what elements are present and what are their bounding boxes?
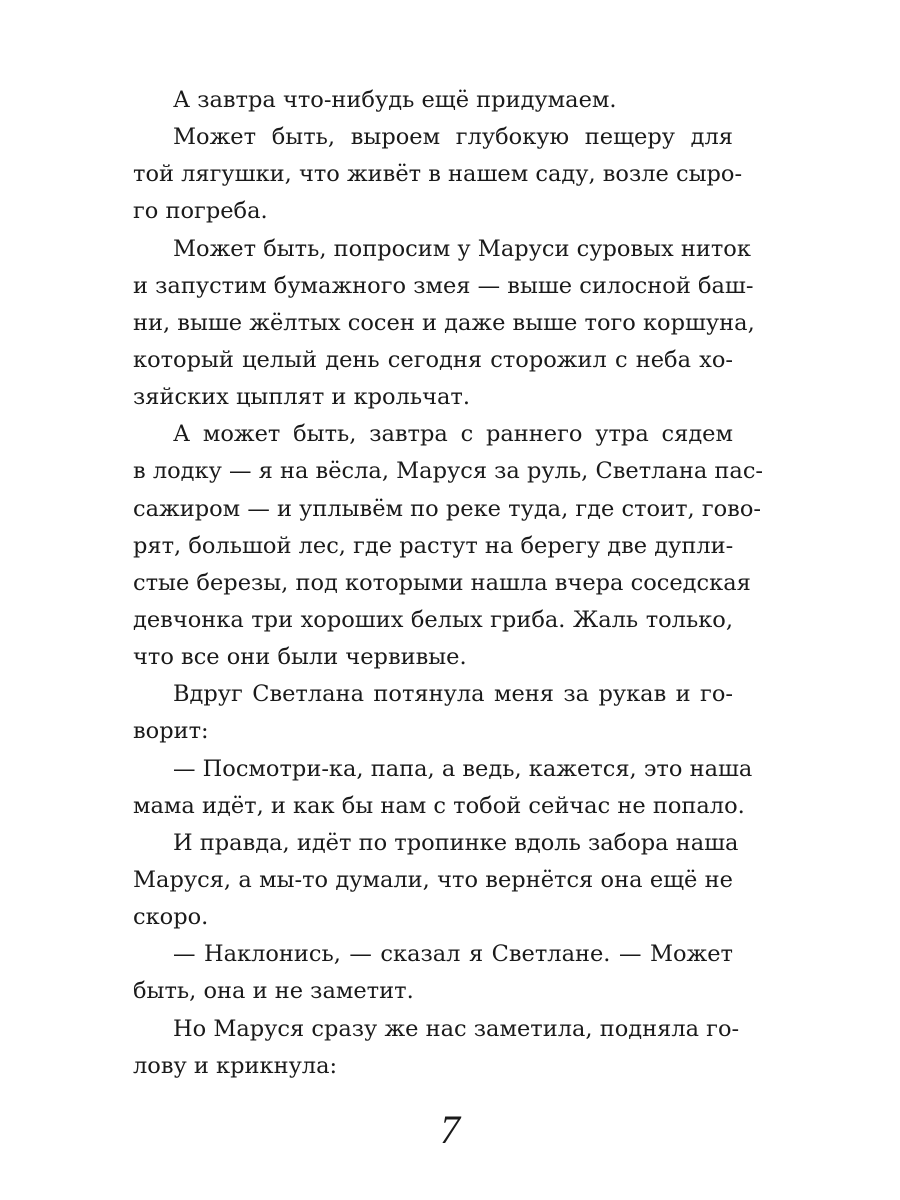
book-page-text [133, 82, 764, 1085]
text-line: Вдруг Светлана потянула меня за рукав и го- [173, 681, 733, 708]
text-line: мама идёт, и как бы нам с тобой сейчас не попало. [133, 792, 745, 819]
text-line: ворит: [133, 718, 209, 745]
text-line: лову и крикнула: [133, 1052, 338, 1079]
text-line: и запустим бумажного змея — выше силосной баш- [133, 272, 754, 299]
text-line: той лягушки, что живёт в нашем саду, возле сыро- [133, 161, 743, 188]
text-line: А завтра что-нибудь ещё придумаем. [173, 87, 617, 113]
text-line: который целый день сегодня сторожил с неба хо- [133, 346, 733, 373]
text-line: Маруся, а мы-то думали, что вернётся она ещё не [133, 866, 733, 893]
text-line: Но Маруся сразу же нас заметила, подняла го- [173, 1015, 740, 1042]
text-line: — Посмотри-ка, папа, а ведь, кажется, это наша [173, 755, 753, 782]
text-line: ни, выше жёлтых сосен и даже выше того коршуна, [133, 309, 755, 336]
text-line: — Наклонись, — сказал я Светлане. — Может [173, 941, 733, 968]
text-line: в лодку — я на вёсла, Маруся за руль, Светлана пас- [133, 458, 764, 485]
text-line: девчонка три хороших белых гриба. Жаль только, [133, 606, 733, 633]
text-line: Может быть, попросим у Маруси суровых ниток [173, 235, 751, 262]
text-line: скоро. [133, 904, 209, 931]
text-line: А может быть, завтра с раннего утра сядем [173, 421, 733, 448]
page-number: 7 [440, 1107, 460, 1152]
text-line: сажиром — и уплывём по реке туда, где стоит, гово- [133, 495, 761, 522]
text-line: рят, большой лес, где растут на берегу две дупли- [133, 532, 734, 559]
text-line: И правда, идёт по тропинке вдоль забора наша [173, 829, 739, 856]
text-line: го погреба. [133, 198, 268, 225]
text-line: Может быть, выроем глубокую пещеру для [173, 124, 733, 151]
text-line: зяйских цыплят и крольчат. [133, 384, 471, 411]
text-line: быть, она и не заметит. [133, 978, 414, 1005]
text-line: что все они были червивые. [133, 644, 467, 671]
text-line: стые березы, под которыми нашла вчера соседская [133, 569, 751, 596]
